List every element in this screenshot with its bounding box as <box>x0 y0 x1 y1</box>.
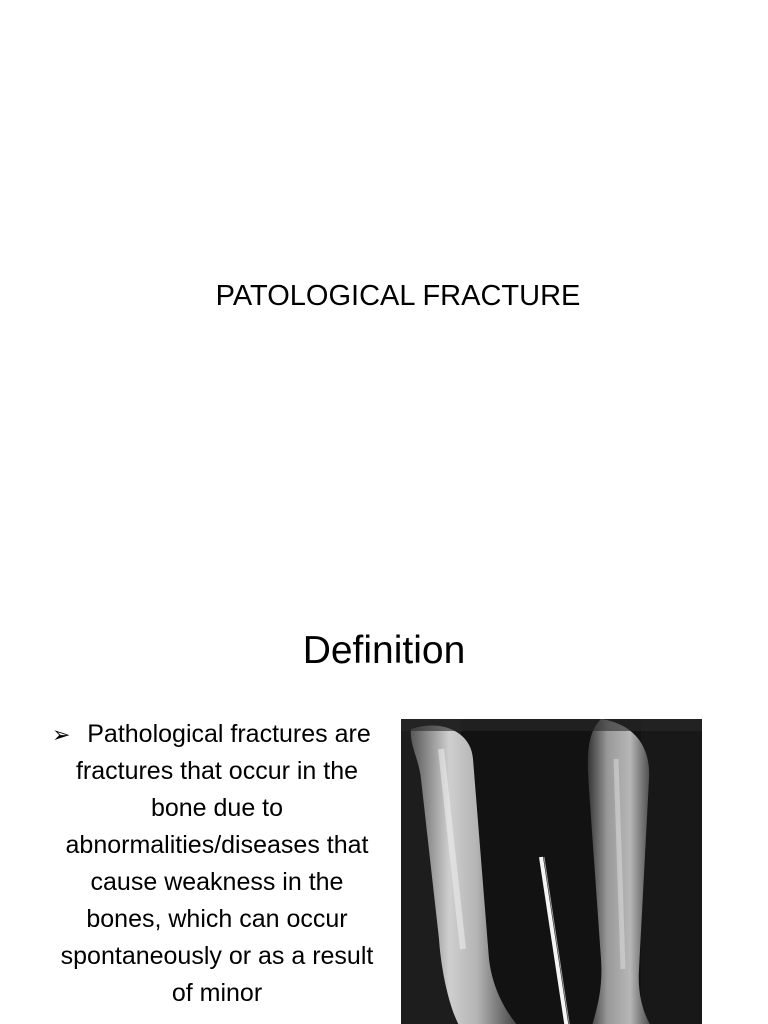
slide-title: PATOLOGICAL FRACTURE <box>215 280 581 312</box>
slide-2 <box>0 576 768 1024</box>
bullet-text: Pathological fractures are fractures that occur in the bone due to abnormalities/diseases that cause weakness in the bones, which can occur spontaneously or as a result of minor <box>60 720 374 1007</box>
xray-image <box>401 719 702 1024</box>
bullet-item <box>52 716 382 1012</box>
slide-heading: Definition <box>302 629 466 672</box>
arrow-bullet-icon: ➢ <box>52 722 71 747</box>
